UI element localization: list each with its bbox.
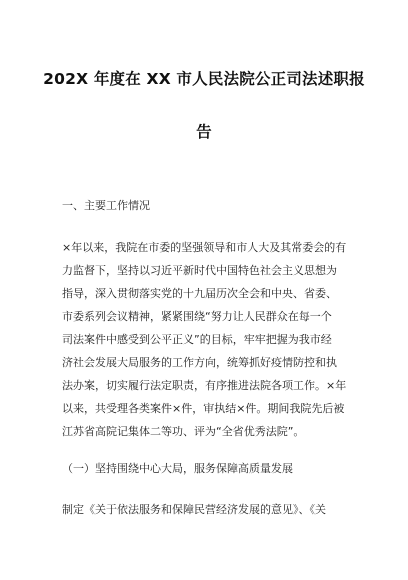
paragraph-line: 制定《关于依法服务和保障民营经济发展的意见》、《关 bbox=[62, 503, 326, 516]
subsection-heading: （一）坚持围绕中心大局，服务保障高质量发展 bbox=[62, 462, 293, 475]
paragraph-line: 指导，深入贯彻落实党的十九届历次全会和中央、省委、 bbox=[62, 287, 337, 300]
section-heading: 一、主要工作情况 bbox=[62, 199, 150, 212]
paragraph-line: 江苏省高院记集体二等功、评为“全省优秀法院”。 bbox=[62, 425, 305, 438]
paragraph-line: 力监督下，坚持以习近平新时代中国特色社会主义思想为 bbox=[62, 264, 337, 277]
document-title-line-1: 202X 年度在 XX 市人民法院公正司法述职报 bbox=[43, 70, 365, 88]
paragraph-line: 市委系列会议精神，紧紧围绕“努力让人民群众在每一个 bbox=[62, 310, 332, 323]
paragraph-line: 以来，共受理各类案件×件，审执结×件。期间我院先后被 bbox=[62, 402, 345, 415]
paragraph-line: 司法案件中感受到公平正义”的目标，牢牢把握为我市经 bbox=[62, 333, 332, 346]
paragraph-line: 法办案，切实履行法定职责，有序推进法院各项工作。×年 bbox=[62, 379, 347, 392]
paragraph-line: ×年以来，我院在市委的坚强领导和市人大及其常委会的有 bbox=[62, 241, 347, 254]
document-title-line-2: 告 bbox=[196, 123, 212, 141]
paragraph-line: 济社会发展大局服务的工作方向，统筹抓好疫情防控和执 bbox=[62, 356, 337, 369]
